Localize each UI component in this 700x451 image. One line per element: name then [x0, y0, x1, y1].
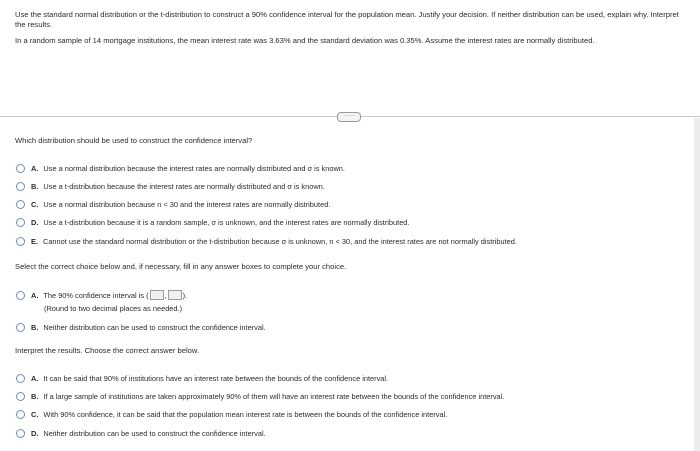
radio-button[interactable] — [16, 218, 25, 227]
radio-button[interactable] — [16, 182, 25, 191]
distribution-question: Which distribution should be used to construct the confidence interval? — [15, 136, 253, 145]
interpret-prompt: Interpret the results. Choose the correct answer below. — [15, 346, 200, 355]
radio-button[interactable] — [16, 237, 25, 246]
q1-option-c[interactable]: C. Use a normal distribution because n < 30 and the interest rates are normally distributed. — [16, 198, 330, 210]
q1-option-a[interactable]: A. Use a normal distribution because the interest rates are normally distributed and σ is known. — [16, 162, 345, 174]
q3-option-d[interactable]: D. Neither distribution can be used to construct the confidence interval. — [16, 427, 266, 439]
q1-option-b[interactable]: B. Use a t-distribution because the interest rates are normally distributed and σ is known. — [16, 180, 325, 192]
radio-button[interactable] — [16, 291, 25, 300]
q1-option-d[interactable]: D. Use a t-distribution because it is a random sample, σ is unknown, and the interest rates are normally distributed. — [16, 216, 409, 228]
q1-option-e[interactable]: E. Cannot use the standard normal distribution or the t-distribution because σ is unknown, n < 30, and the interest rates are not normally distributed. — [16, 235, 517, 247]
q2-option-a[interactable]: A. The 90% confidence interval is ( , ). — [16, 289, 187, 301]
q3-option-c[interactable]: C. With 90% confidence, it can be said that the population mean interest rate is between the bounds of the confidence interval. — [16, 408, 447, 420]
scrollbar-track[interactable] — [694, 118, 700, 451]
radio-button[interactable] — [16, 374, 25, 383]
rounding-note: (Round to two decimal places as needed.) — [44, 304, 183, 313]
radio-button[interactable] — [16, 392, 25, 401]
select-choice-prompt: Select the correct choice below and, if necessary, fill in any answer boxes to complete your choice. — [15, 262, 347, 271]
lower-bound-input[interactable] — [150, 290, 164, 300]
scenario-text: In a random sample of 14 mortgage institutions, the mean interest rate was 3.63% and the standard deviation was 0.35%. Assume the interest rates are normally distributed. — [15, 36, 595, 45]
instruction-text: Use the standard normal distribution or the t-distribution to construct a 90% confidence interval for the population mean. Justify your decision. If neither distribution can be used, explain why. Interpret the results. — [15, 10, 679, 29]
expand-button[interactable]: ····· — [337, 112, 361, 122]
q3-option-a[interactable]: A. It can be said that 90% of institutions have an interest rate between the bounds of the confidence interval. — [16, 372, 388, 384]
radio-button[interactable] — [16, 410, 25, 419]
q3-option-b[interactable]: B. If a large sample of institutions are taken approximately 90% of them will have an interest rate between the bounds of the confidence interval. — [16, 390, 504, 402]
radio-button[interactable] — [16, 323, 25, 332]
radio-button[interactable] — [16, 429, 25, 438]
upper-bound-input[interactable] — [168, 290, 182, 300]
problem-statement — [15, 10, 690, 46]
q2-option-b[interactable]: B. Neither distribution can be used to construct the confidence interval. — [16, 321, 266, 333]
radio-button[interactable] — [16, 164, 25, 173]
radio-button[interactable] — [16, 200, 25, 209]
